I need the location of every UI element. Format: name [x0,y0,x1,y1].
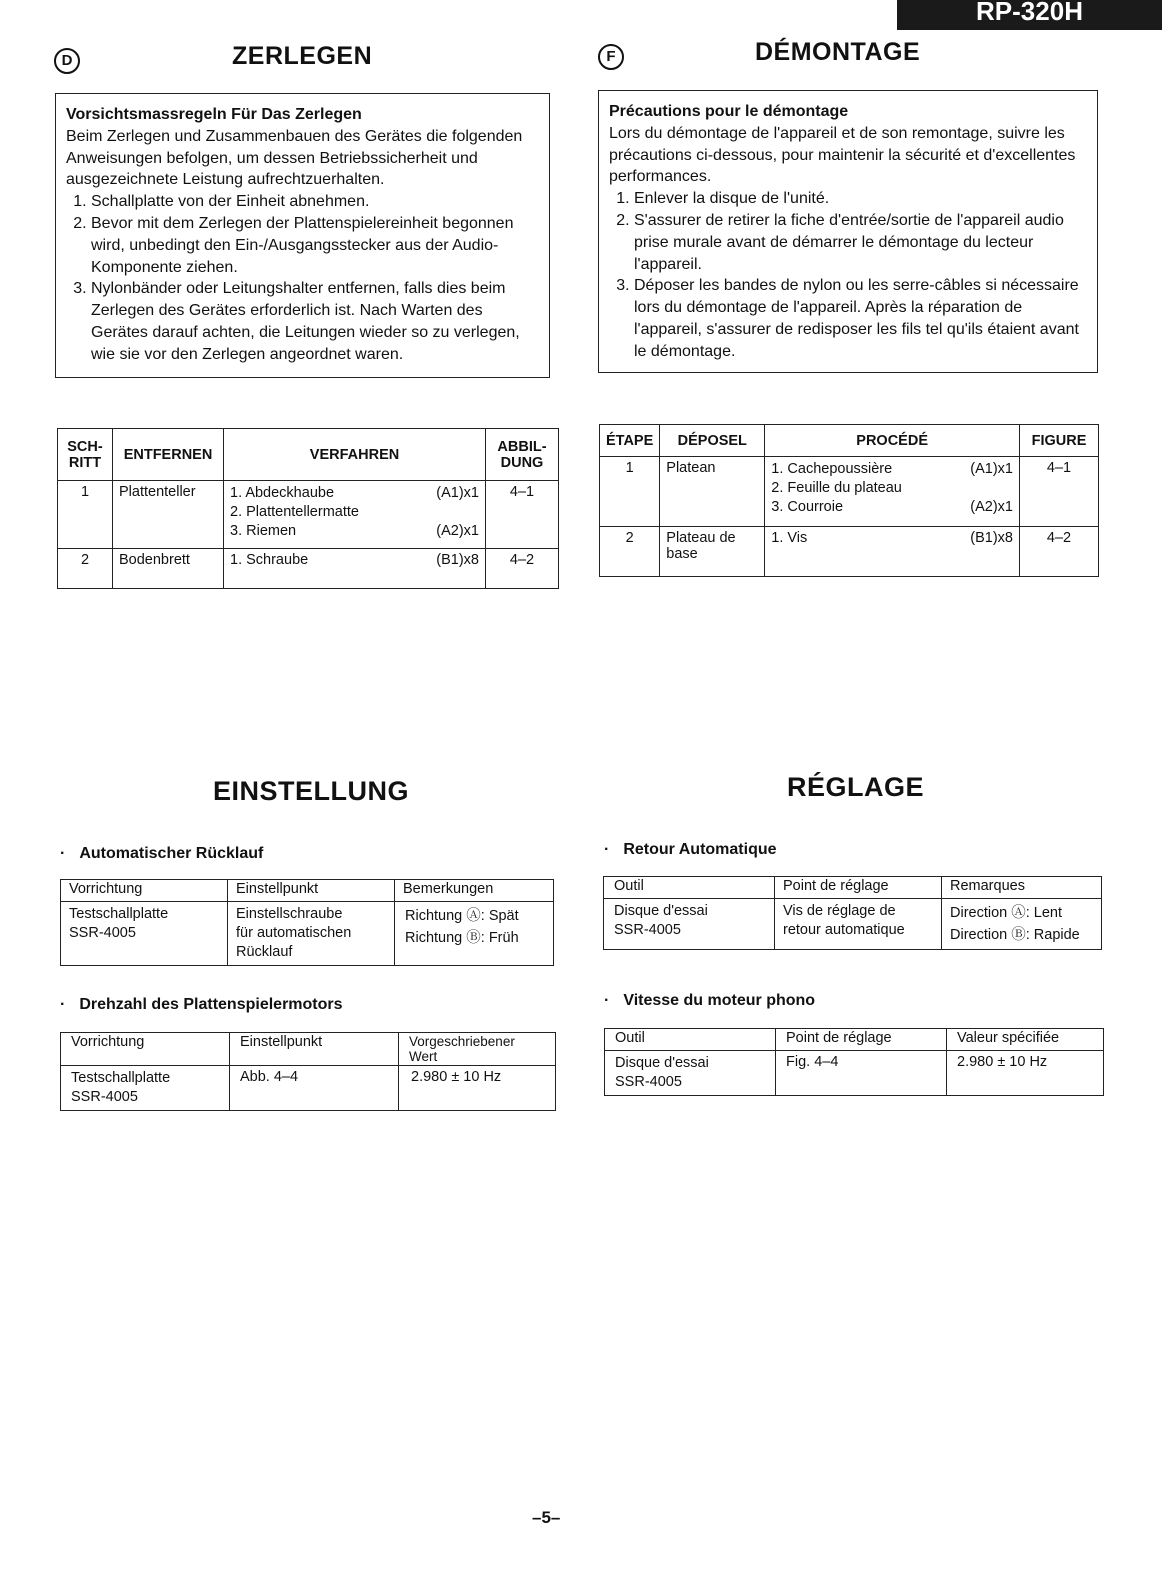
de-disassembly-table [57,428,559,589]
procedure-ref: (A1)x1 [970,461,1013,477]
cell-line: SSR-4005 [69,925,136,941]
page-number: –5– [532,1508,561,1527]
cell-line: retour automatique [783,922,905,938]
cell-line: Richtung Ⓐ: Spät [405,908,519,924]
table-header: PROCÉDÉ [765,425,1020,457]
table-row [605,1051,1104,1096]
figure-cell: 4–2 [1020,527,1099,577]
list-item: 1. Schallplatte von der Einheit abnehmen. [91,191,539,213]
cell-line: Einstellschraube [236,906,343,922]
table-row [58,549,559,589]
tool-cell [61,1066,230,1111]
fr-adjust-title: RÉGLAGE [787,772,925,802]
table-row [600,527,1099,577]
figure-cell: 4–2 [486,549,559,589]
table-header: Outil [604,877,775,899]
list-item: 1. Enlever la disque de l'unité. [634,188,1087,210]
table-row [61,1066,556,1111]
model-number-tab: RP-320H [897,0,1162,30]
tool-cell [605,1051,776,1096]
procedure-step: 1. Schraube [230,552,309,568]
de-adjust-title: EINSTELLUNG [213,776,410,806]
fr-auto-return-table [603,876,1102,950]
remove-cell: Bodenbrett [113,549,224,589]
table-header: Einstellpunkt [230,1033,399,1066]
point-cell: Abb. 4–4 [230,1066,399,1111]
table-header: Remarques [942,877,1102,899]
fr-precautions-title: Précautions pour le démontage [609,103,849,120]
table-header: Bemerkungen [395,880,554,902]
de-auto-return-heading [60,845,263,863]
table-row [58,481,559,549]
de-precautions-box [55,93,550,378]
table-header: ÉTAPE [600,425,660,457]
cell-line: Testschallplatte [71,1070,171,1086]
de-motor-speed-heading [60,996,343,1014]
tool-cell [604,899,775,950]
bullet-icon: · [604,992,610,1009]
value-cell: 2.980 ± 10 Hz [947,1051,1104,1096]
procedure-step: 3. Riemen [230,523,297,539]
bullet-icon: · [60,996,66,1013]
procedure-cell [765,527,1020,577]
table-header: Point de réglage [775,877,942,899]
cell-line: Disque d'essai [614,903,708,919]
table-header: VERFAHREN [224,429,486,481]
de-precautions-title: Vorsichtsmassregeln Für Das Zerlegen [66,106,362,123]
de-motor-speed-table [60,1032,556,1111]
table-header: SCH-RITT [58,429,113,481]
fr-precautions-intro: Lors du démontage de l'appareil et de son remontage, suivre les précautions ci-dessous, pour maintenir la sécurité et d'excellentes performances. [609,124,1076,186]
de-auto-return-table [60,879,554,966]
cell-line: Disque d'essai [615,1055,709,1071]
list-item: 3. Déposer les bandes de nylon ou les serre-câbles si nécessaire lors du démontage de l'appareil. Après la réparation de l'appareil, s'assurer de redisposer les fils tel qu'ils étaient avant le démontage. [634,275,1087,362]
de-section-title: ZERLEGEN [232,42,373,70]
table-header: FIGURE [1020,425,1099,457]
list-item: 3. Nylonbänder oder Leitungshalter entfernen, falls dies beim Zerlegen des Gerätes erforderlich ist. Nach Warten des Gerätes darauf achten, die Leitungen wieder so zu verlegen, wie sie vor den Zerlegen angeordnet waren. [91,278,539,365]
fr-auto-return-heading [604,841,777,859]
table-row [600,457,1099,527]
fr-section-title: DÉMONTAGE [755,38,921,66]
procedure-step: 2. Feuille du plateau [771,480,902,496]
fr-precautions-list [609,188,1087,362]
language-marker-de: D [54,48,80,74]
value-cell: 2.980 ± 10 Hz [399,1066,556,1111]
procedure-cell [765,457,1020,527]
table-header: Valeur spécifiée [947,1029,1104,1051]
procedure-ref: (A2)x1 [970,499,1013,515]
de-motor-speed-title: Drehzahl des Plattenspielermotors [79,996,343,1013]
remove-cell: Platean [660,457,765,527]
cell-line: Vis de réglage de [783,903,896,919]
table-header: Vorgeschriebener Wert [399,1033,556,1066]
de-precautions-list [66,191,539,365]
table-row [604,899,1102,950]
bullet-icon: · [604,841,610,858]
table-header: Outil [605,1029,776,1051]
figure-cell: 4–1 [1020,457,1099,527]
procedure-step: 1. Cachepoussière [771,461,893,477]
procedure-ref: (B1)x8 [436,552,479,568]
procedure-step: 2. Plattentellermatte [230,504,359,520]
table-header: DÉPOSEL [660,425,765,457]
point-cell [228,902,395,966]
point-cell [775,899,942,950]
table-header: Point de réglage [776,1029,947,1051]
fr-precautions-box [598,90,1098,373]
cell-line: SSR-4005 [71,1089,138,1105]
cell-line: für automatischen [236,925,352,941]
procedure-step: 1. Abdeckhaube [230,485,335,501]
step-cell: 2 [58,549,113,589]
table-row [61,902,554,966]
fr-motor-speed-table [604,1028,1104,1096]
table-header: Einstellpunkt [228,880,395,902]
de-precautions-intro: Beim Zerlegen und Zusammenbauen des Gerätes die folgenden Anweisungen befolgen, um dessen Betriebssicherheit und ausgezeichnete Leistung aufrechtzuerhalten. [66,127,523,189]
procedure-ref: (A1)x1 [436,485,479,501]
cell-line: Direction Ⓐ: Lent [950,905,1063,921]
step-cell: 1 [58,481,113,549]
list-item: 2. Bevor mit dem Zerlegen der Plattenspielereinheit begonnen wird, unbedingt den Ein-/Ausgangsstecker aus der Audio-Komponente ziehen. [91,213,539,278]
procedure-cell [224,549,486,589]
step-cell: 1 [600,457,660,527]
tool-cell [61,902,228,966]
figure-cell: 4–1 [486,481,559,549]
procedure-step: 3. Courroie [771,499,844,515]
procedure-ref: (B1)x8 [970,530,1013,546]
cell-line: Rücklauf [236,944,293,960]
remove-cell: Plattenteller [113,481,224,549]
language-marker-fr: F [598,44,624,70]
cell-line: Direction Ⓑ: Rapide [950,927,1080,943]
remarks-cell [942,899,1102,950]
remarks-cell [395,902,554,966]
remove-cell: Plateau de base [660,527,765,577]
list-item: 2. S'assurer de retirer la fiche d'entrée/sortie de l'appareil audio prise murale avant de démarrer le démontage du lecteur l'appareil. [634,210,1087,275]
fr-motor-speed-title: Vitesse du moteur phono [623,992,816,1009]
procedure-cell [224,481,486,549]
table-header: ENTFERNEN [113,429,224,481]
table-header: ABBIL-DUNG [486,429,559,481]
bullet-icon: · [60,845,66,862]
table-header: Vorrichtung [61,880,228,902]
fr-auto-return-title: Retour Automatique [623,841,777,858]
cell-line: SSR-4005 [615,1074,682,1090]
procedure-ref: (A2)x1 [436,523,479,539]
cell-line: Testschallplatte [69,906,169,922]
fr-motor-speed-heading [604,992,815,1010]
step-cell: 2 [600,527,660,577]
table-header: Vorrichtung [61,1033,230,1066]
fr-disassembly-table [599,424,1099,577]
de-auto-return-title: Automatischer Rücklauf [79,845,264,862]
cell-line: Richtung Ⓑ: Früh [405,930,519,946]
cell-line: SSR-4005 [614,922,681,938]
point-cell: Fig. 4–4 [776,1051,947,1096]
procedure-step: 1. Vis [771,530,808,546]
